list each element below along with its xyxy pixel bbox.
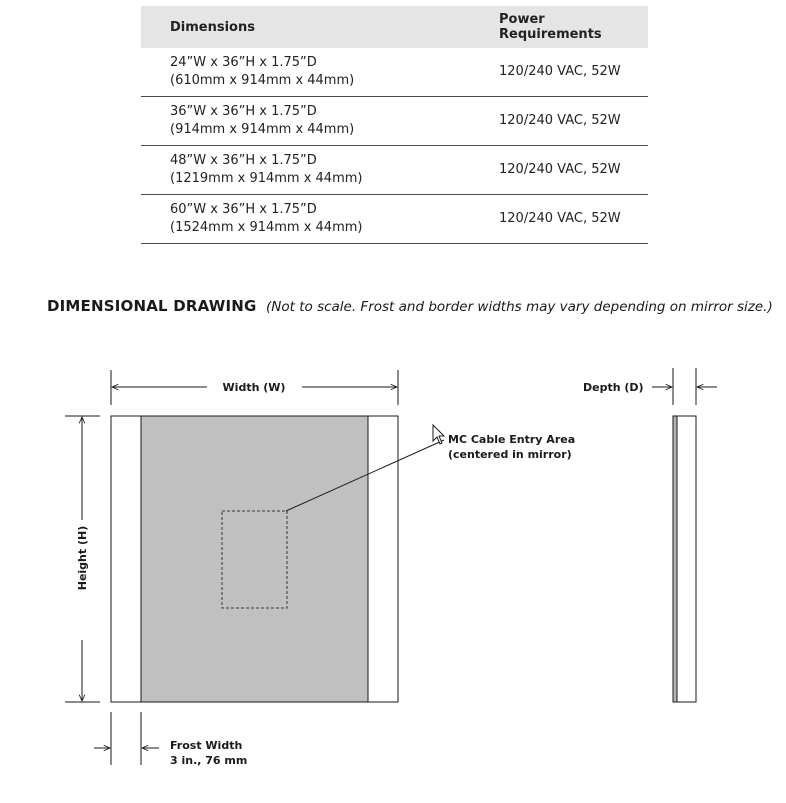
mirror-front-view — [111, 416, 444, 702]
width-dimension — [111, 370, 398, 405]
side-glass-edge — [673, 416, 677, 702]
power-cell: 120/240 VAC, 52W — [470, 48, 648, 97]
dimensions-inches: 36”W x 36”H x 1.75”D — [170, 104, 317, 119]
depth-dimension — [583, 368, 717, 405]
height-dimension — [65, 416, 100, 702]
dimensions-inches: 48”W x 36”H x 1.75”D — [170, 153, 317, 168]
mirror-side-view — [673, 416, 696, 702]
cable-entry-sublabel: (centered in mirror) — [448, 448, 572, 461]
cable-entry-label: MC Cable Entry Area — [448, 433, 576, 446]
height-label: Height (H) — [76, 525, 89, 591]
drawing-note: (Not to scale. Frost and border widths may vary depending on mirror size.) — [266, 299, 773, 315]
dimensions-mm: (1524mm x 914mm x 44mm) — [170, 220, 363, 235]
frost-width-dimension — [94, 712, 247, 767]
frost-width-value: 3 in., 76 mm — [170, 754, 248, 767]
dimensions-inches: 24”W x 36”H x 1.75”D — [170, 55, 317, 70]
frost-width-label: Frost Width — [170, 739, 243, 752]
power-cell: 120/240 VAC, 52W — [470, 146, 648, 195]
dimensions-mm: (610mm x 914mm x 44mm) — [170, 73, 355, 88]
dimensions-inches: 60”W x 36”H x 1.75”D — [170, 202, 317, 217]
dimensions-mm: (914mm x 914mm x 44mm) — [170, 122, 355, 137]
power-cell: 120/240 VAC, 52W — [470, 97, 648, 146]
mirror-glass-area — [141, 416, 368, 702]
drawing-title: DIMENSIONAL DRAWING — [47, 297, 257, 315]
depth-label: Depth (D) — [583, 381, 644, 394]
power-cell: 120/240 VAC, 52W — [470, 195, 648, 244]
width-label: Width (W) — [222, 381, 286, 394]
dimensions-header: Dimensions — [141, 6, 470, 48]
dimensions-mm: (1219mm x 914mm x 44mm) — [170, 171, 363, 186]
power-header: Power Requirements — [470, 6, 648, 48]
